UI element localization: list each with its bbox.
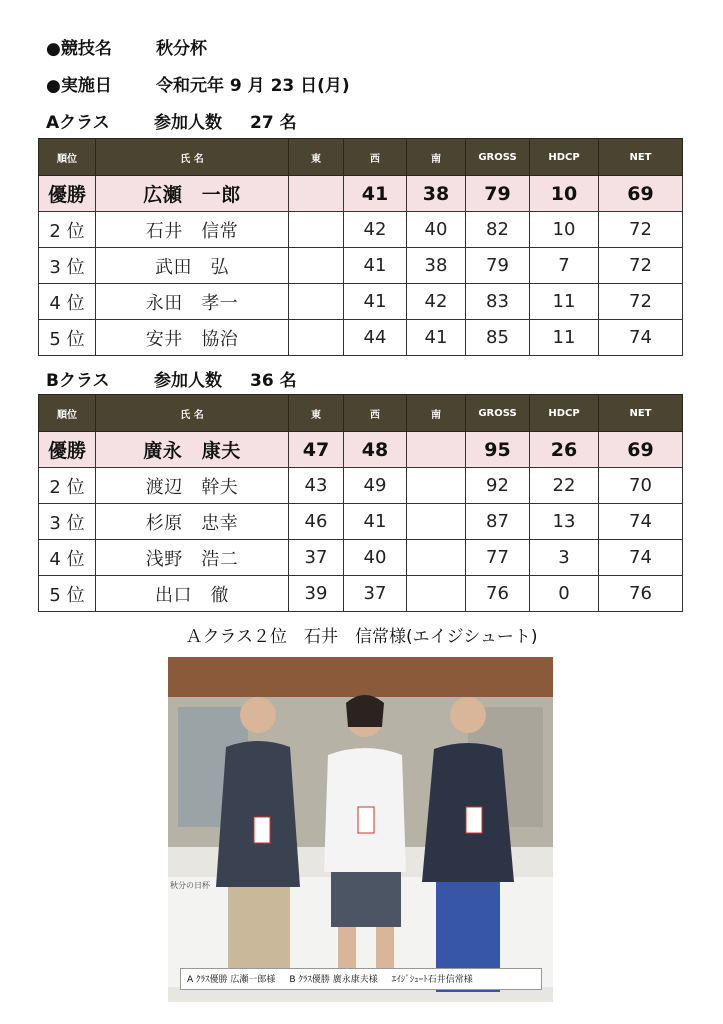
table-cell: 5 位 xyxy=(39,576,96,612)
table-row xyxy=(39,468,683,504)
column-header: 順位 xyxy=(39,139,96,176)
table-cell: 4 位 xyxy=(39,540,96,576)
column-header: 氏 名 xyxy=(96,395,289,432)
table-cell: 44 xyxy=(344,320,407,356)
table-cell: 82 xyxy=(466,212,530,248)
table-cell: 74 xyxy=(599,504,683,540)
table-cell: 安井 協治 xyxy=(96,320,289,356)
event-name-label: ●競技名 xyxy=(46,39,112,59)
table-cell: 広瀬 一郎 xyxy=(96,176,289,212)
table-cell: 11 xyxy=(530,320,599,356)
table-cell: 87 xyxy=(466,504,530,540)
table-cell: 47 xyxy=(289,432,344,468)
column-header: 西 xyxy=(344,139,407,176)
event-date-label: ●実施日 xyxy=(46,76,112,96)
table-cell xyxy=(289,248,344,284)
photo-caption-part: ｴｲｼﾞｼｭｰﾄ石井信常様 xyxy=(391,975,473,985)
table-cell xyxy=(289,284,344,320)
photo-caption-part: A ｸﾗｽ優勝 広瀬一郎様 xyxy=(187,975,276,985)
table-row xyxy=(39,432,683,468)
column-header: 東 xyxy=(289,139,344,176)
column-header: NET xyxy=(599,395,683,432)
award-photo xyxy=(168,657,553,1002)
column-header: HDCP xyxy=(530,395,599,432)
table-cell: 2 位 xyxy=(39,468,96,504)
table-header-row xyxy=(39,395,683,432)
table-cell: 77 xyxy=(466,540,530,576)
award-photo-illustration xyxy=(168,657,553,1002)
table-cell: 37 xyxy=(289,540,344,576)
class-b-label: Bクラス xyxy=(46,371,110,391)
table-cell: 72 xyxy=(599,248,683,284)
class-a-count-label: 参加人数 xyxy=(154,113,222,133)
table-cell: 76 xyxy=(466,576,530,612)
column-header: 南 xyxy=(407,395,466,432)
table-cell: 69 xyxy=(599,176,683,212)
table-cell: 38 xyxy=(407,176,466,212)
event-name-value: 秋分杯 xyxy=(156,39,207,59)
table-cell: 優勝 xyxy=(39,176,96,212)
table-cell: 3 xyxy=(530,540,599,576)
class-b-count-label: 参加人数 xyxy=(154,371,222,391)
table-cell: 7 xyxy=(530,248,599,284)
class-a-results-table xyxy=(38,138,683,356)
table-cell: 70 xyxy=(599,468,683,504)
table-cell: 39 xyxy=(289,576,344,612)
column-header: 東 xyxy=(289,395,344,432)
column-header: 西 xyxy=(344,395,407,432)
table-cell: 40 xyxy=(407,212,466,248)
class-b-results-table xyxy=(38,394,683,612)
photo-banner-text: 秋分の日杯 xyxy=(170,881,210,890)
table-cell: 廣永 康夫 xyxy=(96,432,289,468)
table-row xyxy=(39,320,683,356)
class-a-label: Aクラス xyxy=(46,113,110,133)
table-cell: 74 xyxy=(599,320,683,356)
table-cell: 3 位 xyxy=(39,504,96,540)
table-cell: 92 xyxy=(466,468,530,504)
table-cell: 41 xyxy=(344,284,407,320)
table-cell: 49 xyxy=(344,468,407,504)
table-cell: 3 位 xyxy=(39,248,96,284)
column-header: GROSS xyxy=(466,139,530,176)
table-cell: 永田 孝一 xyxy=(96,284,289,320)
table-row xyxy=(39,540,683,576)
event-date-line xyxy=(46,71,350,96)
table-row xyxy=(39,504,683,540)
table-row xyxy=(39,212,683,248)
table-cell: 40 xyxy=(344,540,407,576)
table-cell xyxy=(407,468,466,504)
table-cell: 浅野 浩二 xyxy=(96,540,289,576)
table-cell: 95 xyxy=(466,432,530,468)
table-cell: 42 xyxy=(407,284,466,320)
table-row xyxy=(39,176,683,212)
table-cell: 2 位 xyxy=(39,212,96,248)
column-header: HDCP xyxy=(530,139,599,176)
table-cell: 83 xyxy=(466,284,530,320)
table-cell xyxy=(407,432,466,468)
column-header: GROSS xyxy=(466,395,530,432)
table-cell: 79 xyxy=(466,176,530,212)
table-cell: 0 xyxy=(530,576,599,612)
table-cell: 43 xyxy=(289,468,344,504)
table-cell: 渡辺 幹夫 xyxy=(96,468,289,504)
table-cell: 42 xyxy=(344,212,407,248)
event-name-line xyxy=(46,34,207,59)
table-cell: 22 xyxy=(530,468,599,504)
table-cell: 72 xyxy=(599,284,683,320)
table-cell: 69 xyxy=(599,432,683,468)
class-a-count-value: 27 名 xyxy=(250,113,297,133)
table-cell: 72 xyxy=(599,212,683,248)
event-date-value: 令和元年 9 月 23 日(月) xyxy=(156,76,350,96)
photo-caption-bar xyxy=(180,968,542,990)
photo-caption-part: B ｸﾗｽ優勝 廣永康夫様 xyxy=(289,975,378,985)
table-cell: 76 xyxy=(599,576,683,612)
table-cell xyxy=(289,212,344,248)
table-cell: 74 xyxy=(599,540,683,576)
table-cell: 10 xyxy=(530,176,599,212)
column-header: 南 xyxy=(407,139,466,176)
column-header: 順位 xyxy=(39,395,96,432)
table-cell: 4 位 xyxy=(39,284,96,320)
table-cell: 79 xyxy=(466,248,530,284)
table-cell: 41 xyxy=(344,248,407,284)
table-cell: 優勝 xyxy=(39,432,96,468)
table-cell: 46 xyxy=(289,504,344,540)
table-cell: 武田 弘 xyxy=(96,248,289,284)
table-header-row xyxy=(39,139,683,176)
table-cell: 出口 徹 xyxy=(96,576,289,612)
table-cell xyxy=(289,176,344,212)
table-cell: 38 xyxy=(407,248,466,284)
table-cell xyxy=(407,576,466,612)
table-cell xyxy=(407,540,466,576)
class-b-heading xyxy=(46,366,297,391)
table-row xyxy=(39,284,683,320)
table-cell: 石井 信常 xyxy=(96,212,289,248)
table-row xyxy=(39,248,683,284)
table-row xyxy=(39,576,683,612)
table-cell: 5 位 xyxy=(39,320,96,356)
table-cell: 13 xyxy=(530,504,599,540)
column-header: NET xyxy=(599,139,683,176)
table-cell: 11 xyxy=(530,284,599,320)
table-cell xyxy=(407,504,466,540)
column-header: 氏 名 xyxy=(96,139,289,176)
table-cell: 杉原 忠幸 xyxy=(96,504,289,540)
table-cell: 41 xyxy=(407,320,466,356)
table-cell: 48 xyxy=(344,432,407,468)
table-cell: 10 xyxy=(530,212,599,248)
class-a-heading xyxy=(46,108,297,133)
table-cell: 85 xyxy=(466,320,530,356)
table-cell xyxy=(289,320,344,356)
table-cell: 41 xyxy=(344,504,407,540)
table-cell: 26 xyxy=(530,432,599,468)
class-b-count-value: 36 名 xyxy=(250,371,297,391)
table-cell: 41 xyxy=(344,176,407,212)
photo-title-caption: Ａクラス２位 石井 信常様(エイジシュート) xyxy=(185,627,538,647)
table-cell: 37 xyxy=(344,576,407,612)
